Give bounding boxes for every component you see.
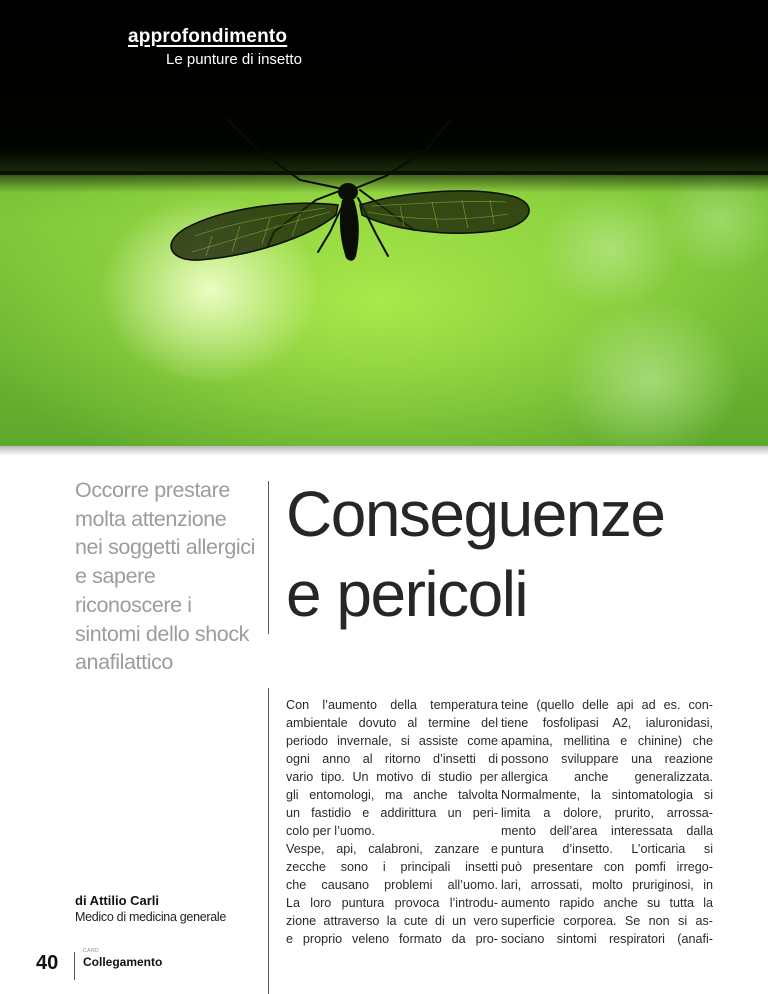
body-line: sociano sintomi respiratori (anafi- <box>501 932 713 946</box>
insect-silhouette-icon <box>0 0 768 446</box>
body-line: puntura d’insetto. L’orticaria si <box>501 842 713 856</box>
footer-divider <box>74 952 75 980</box>
body-line: colo per l’uomo. <box>286 824 375 838</box>
body-line: La loro puntura provoca l’introdu- <box>286 896 498 910</box>
body-line: tiene fosfolipasi A2, ialuronidasi, <box>501 716 713 730</box>
body-line: apamina, mellitina e chinine) che <box>501 734 713 748</box>
body-line: zecche sono i principali insetti <box>286 860 498 874</box>
author-role: Medico di medicina generale <box>75 910 227 924</box>
body-line: ambientale dovuto al termine del <box>286 716 498 730</box>
body-line: vario tipo. Un motivo di studio per <box>286 770 498 784</box>
body-line: Normalmente, la sintomatologia si <box>501 788 713 802</box>
body-column-2 <box>501 696 713 948</box>
photo-shadow <box>0 446 768 456</box>
body-line: Con l’aumento della temperatura <box>286 698 498 712</box>
body-line: limita a dolore, prurito, arrossa- <box>501 806 713 820</box>
lead-line: e sapere <box>75 564 156 589</box>
magazine-tag: CARD <box>83 948 100 954</box>
column-divider <box>268 688 269 994</box>
body-column-1 <box>286 696 498 948</box>
headline-line: Conseguenze <box>286 478 665 550</box>
body-line: allergica anche generalizzata. <box>501 770 713 784</box>
body-line: che causano problemi all’uomo. <box>286 878 498 892</box>
body-line: un fastidio e addirittura un peri- <box>286 806 498 820</box>
lead-line: anafilattico <box>75 650 173 675</box>
body-line: può presentare con pomfi irrego- <box>501 860 713 874</box>
lead-line: sintomi dello shock <box>75 621 250 646</box>
body-line: superficie corporea. Se non si as- <box>501 914 713 928</box>
lead-line: Occorre prestare <box>75 478 230 502</box>
lead-line: riconoscere i <box>75 592 192 617</box>
article-headline <box>286 474 664 634</box>
body-line: aumento rapido anche su tutta la <box>501 896 713 910</box>
column-divider <box>268 481 269 634</box>
magazine-name: Collegamento <box>83 955 163 969</box>
body-line: mento dell’area interessata dalla <box>501 824 713 838</box>
hero-photo <box>0 0 768 446</box>
section-title: approfondimento <box>128 26 288 47</box>
author-name: di Attilio Carli <box>75 893 160 908</box>
body-line: lari, arrossati, molto pruriginosi, in <box>501 878 713 892</box>
body-line: periodo invernale, si assiste come <box>286 734 498 748</box>
body-line: gli entomologi, ma anche talvolta <box>286 788 498 802</box>
lead-line: molta attenzione <box>75 506 227 531</box>
body-line: zione attraverso la cute di un vero <box>286 914 498 928</box>
section-subtitle: Le punture di insetto <box>166 51 302 68</box>
lead-line: nei soggetti allergici <box>75 535 256 560</box>
body-line: ogni anno al ritorno d’insetti di <box>286 752 498 766</box>
body-line: possono sviluppare una reazione <box>501 752 713 766</box>
body-line: e proprio veleno formato da pro- <box>286 932 498 946</box>
page-number: 40 <box>36 952 59 974</box>
lead-paragraph <box>75 476 265 677</box>
headline-line: e pericoli <box>286 558 528 630</box>
body-line: teine (quello delle api ad es. con- <box>501 698 713 712</box>
body-line: Vespe, api, calabroni, zanzare e <box>286 842 498 856</box>
